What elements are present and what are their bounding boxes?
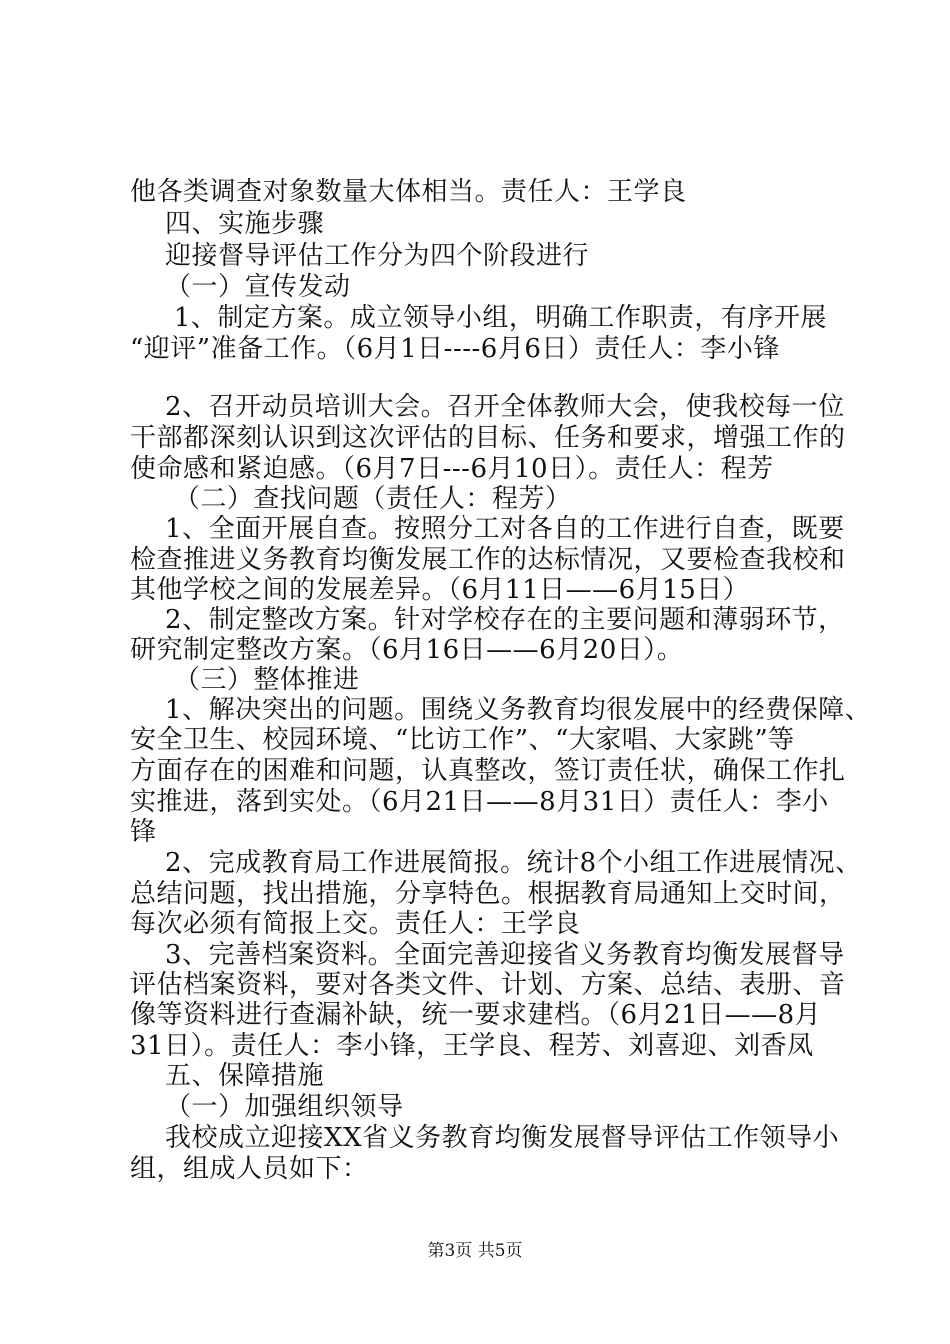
text-line: 锋 bbox=[130, 817, 157, 847]
text-line: 1、解决突出的问题。围绕义务教育均很发展中的经费保障、 bbox=[130, 695, 872, 725]
page-number-footer: 第3页 共5页 bbox=[427, 1241, 523, 1261]
text-line: 1、全面开展自查。按照分工对各自的工作进行自查，既要 bbox=[130, 514, 845, 544]
text-line: 评估档案资料，要对各类文件、计划、方案、总结、表册、音 bbox=[130, 970, 846, 1000]
text-line: 每次必须有简报上交。责任人：王学良 bbox=[130, 909, 581, 939]
text-line: 总结问题，找出措施，分享特色。根据教育局通知上交时间， bbox=[130, 879, 846, 909]
text-line: 3、完善档案资料。全面完善迎接省义务教育均衡发展督导 bbox=[130, 940, 845, 970]
text-line: 2、召开动员培训大会。召开全体教师大会，使我校每一位 bbox=[130, 392, 845, 422]
text-line: 迎接督导评估工作分为四个阶段进行 bbox=[130, 241, 590, 271]
text-line: “迎评”准备工作。（6月1日----6月6日）责任人：李小锋 bbox=[130, 334, 780, 364]
subsection-heading: （一）加强组织领导 bbox=[130, 1092, 404, 1122]
text-line: 干部都深刻认识到这次评估的目标、任务和要求，增强工作的 bbox=[130, 423, 846, 453]
text-line: 31日）。责任人：李小锋，王学良、程芳、刘喜迎、刘香凤 bbox=[130, 1031, 814, 1061]
text-line: 他各类调查对象数量大体相当。责任人：王学良 bbox=[130, 177, 687, 207]
text-line: 检查推进义务教育均衡发展工作的达标情况，又要检查我校和 bbox=[130, 545, 846, 575]
text-line: 组，组成人员如下： bbox=[130, 1154, 369, 1184]
text-line: 2、制定整改方案。针对学校存在的主要问题和薄弱环节， bbox=[130, 605, 845, 635]
text-line: 实推进，落到实处。（6月21日——8月31日）责任人：李小 bbox=[130, 787, 829, 817]
section-heading: 四、实施步骤 bbox=[130, 209, 325, 239]
text-line: 2、完成教育局工作进展简报。统计8个小组工作进展情况、 bbox=[130, 848, 862, 878]
text-line: 我校成立迎接XX省义务教育均衡发展督导评估工作领导小 bbox=[130, 1123, 840, 1153]
text-line: 安全卫生、校园环境、“比访工作”、“大家唱、大家跳”等 bbox=[130, 725, 795, 755]
text-line: 1、制定方案。成立领导小组，明确工作职责，有序开展 bbox=[130, 303, 827, 333]
text-line: 研究制定整改方案。（6月16日——6月20日）。 bbox=[130, 635, 684, 665]
text-line: 像等资料进行查漏补缺，统一要求建档。（6月21日——8月 bbox=[130, 1000, 822, 1030]
subsection-heading: （二）查找问题（责任人：程芳） bbox=[130, 484, 572, 514]
subsection-heading: （三）整体推进 bbox=[130, 665, 360, 695]
text-line: 方面存在的困难和问题，认真整改，签订责任状，确保工作扎 bbox=[130, 756, 846, 786]
section-heading: 五、保障措施 bbox=[130, 1061, 325, 1091]
text-line: 使命感和紧迫感。（6月7日---6月10日）。责任人：程芳 bbox=[130, 454, 774, 484]
text-line: 其他学校之间的发展差异。（6月11日——6月15日） bbox=[130, 575, 750, 605]
subsection-heading: （一）宣传发动 bbox=[130, 272, 351, 302]
